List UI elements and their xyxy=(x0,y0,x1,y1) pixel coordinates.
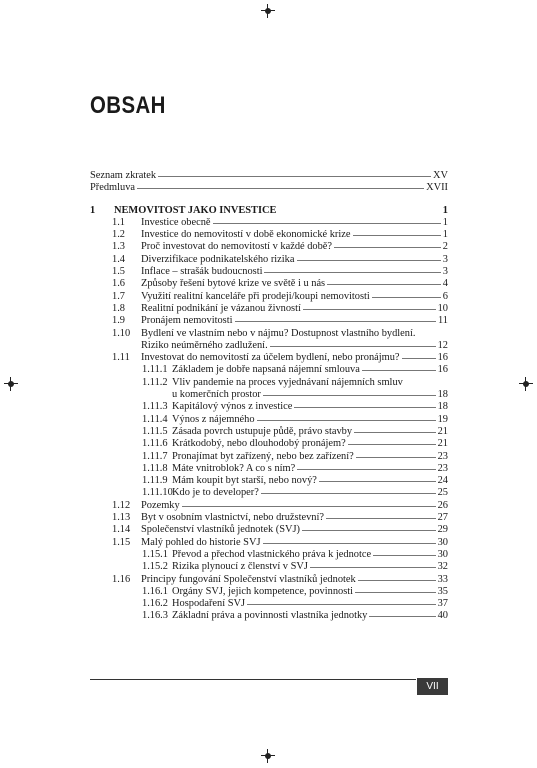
toc-entry-page: 19 xyxy=(437,413,448,425)
toc-entry-page: XV xyxy=(432,170,448,181)
dot-leader xyxy=(326,518,436,519)
toc-entry-title: Základní práva a povinnosti vlastníka jednotky xyxy=(172,610,368,622)
toc-entry-title: Krátkodobý, nebo dlouhodobý pronájem? xyxy=(172,438,346,450)
toc-entry-page: 1 xyxy=(442,229,448,241)
toc-entry-page: 4 xyxy=(442,278,448,290)
toc-entry-number: 1.11.8 xyxy=(142,462,168,474)
dot-leader xyxy=(327,284,441,285)
toc-entry-title-continuation: Riziko neúměrného zadlužení. xyxy=(141,339,268,351)
dot-leader xyxy=(257,420,436,421)
toc-row xyxy=(90,217,448,229)
toc-row xyxy=(90,401,448,413)
dot-leader xyxy=(263,395,436,396)
toc-entry-page: 26 xyxy=(437,499,448,511)
toc-entry-number: 1.3 xyxy=(112,241,125,253)
toc-entry-number: 1.10 xyxy=(112,327,131,339)
toc-entry-title: Využití realitní kanceláře při prodeji/koupi nemovitosti xyxy=(141,290,370,302)
toc-row xyxy=(90,426,448,438)
toc-row xyxy=(90,254,448,266)
dot-leader xyxy=(373,555,436,556)
toc-row xyxy=(90,303,448,315)
dot-leader xyxy=(334,247,441,248)
toc-entry-title: Rizika plynoucí z členství v SVJ xyxy=(172,561,308,573)
toc-row xyxy=(90,170,448,182)
toc-entry-title: Malý pohled do historie SVJ xyxy=(141,536,261,548)
dot-leader xyxy=(263,543,436,544)
dot-leader xyxy=(372,297,441,298)
toc-row xyxy=(90,352,448,364)
toc-entry-page: 16 xyxy=(437,352,448,364)
toc-row xyxy=(90,364,448,376)
toc-row xyxy=(90,475,448,487)
toc-entry-page: 1 xyxy=(442,216,448,228)
toc-entry-page: 12 xyxy=(437,339,448,351)
toc-row xyxy=(90,574,448,586)
toc-entry-title: Převod a přechod vlastnického práva k jednotce xyxy=(172,548,372,560)
dot-leader xyxy=(247,604,436,605)
toc-entry-title: Bydlení ve vlastním nebo v nájmu? Dostupnost vlastního bydlení. xyxy=(141,327,416,339)
toc-entry-title: Pozemky xyxy=(141,499,180,511)
dot-leader xyxy=(294,407,435,408)
toc-entry-title: Máte vnitroblok? A co s ním? xyxy=(172,462,296,474)
toc-entry-page: 25 xyxy=(437,487,448,499)
dot-leader xyxy=(297,260,441,261)
toc-row xyxy=(90,328,448,340)
toc-entries-list xyxy=(90,217,448,623)
toc-entry-title: Společenství vlastníků jednotek (SVJ) xyxy=(141,524,301,536)
dot-leader xyxy=(362,370,436,371)
toc-entry-title: Investice obecně xyxy=(141,216,211,228)
toc-entry-number: 1.11.10 xyxy=(142,487,173,499)
toc-entry-page: 33 xyxy=(437,573,448,585)
toc-entry-number: 1.13 xyxy=(112,512,131,524)
toc-entry-title: Investice do nemovitostí v době ekonomické krize xyxy=(141,229,351,241)
toc-row xyxy=(90,537,448,549)
toc-entry-number: 1.11.6 xyxy=(142,438,168,450)
toc-row xyxy=(90,315,448,327)
toc-entry-number: 1.6 xyxy=(112,278,125,290)
toc-entry-page: 27 xyxy=(437,512,448,524)
toc-entry-title-continuation: u komerčních prostor xyxy=(172,389,261,401)
dot-leader xyxy=(261,493,436,494)
toc-entry-page: 10 xyxy=(437,302,448,314)
toc-entry-title: Orgány SVJ, jejich kompetence, povinnosti xyxy=(172,585,354,597)
toc-entry-number: 1.11.3 xyxy=(142,401,168,413)
toc-entry-page: 18 xyxy=(437,401,448,413)
toc-entry-page: 3 xyxy=(442,266,448,278)
toc-row xyxy=(90,561,448,573)
dot-leader xyxy=(270,346,436,347)
toc-entry-title: Vliv pandemie na proces vyjednávaní nájemních smluv xyxy=(172,376,403,388)
toc-entry-number: 1.8 xyxy=(112,302,125,314)
toc-row-continuation xyxy=(90,389,448,401)
toc-entry-number: 1.2 xyxy=(112,229,125,241)
registration-mark-bottom-icon xyxy=(261,749,275,763)
toc-entry-title: Hospodaření SVJ xyxy=(172,598,246,610)
dot-leader xyxy=(356,457,436,458)
toc-entry-number: 1.16 xyxy=(112,573,131,585)
dot-leader xyxy=(264,272,440,273)
toc-entry-page: 23 xyxy=(437,462,448,474)
dot-leader xyxy=(310,567,436,568)
toc-entry-page: 16 xyxy=(437,364,448,376)
toc-entry-title: Základem je dobře napsaná nájemní smlouva xyxy=(172,364,360,376)
dot-leader xyxy=(303,309,436,310)
toc-entry-number: 1.15.1 xyxy=(142,548,168,560)
page-number-badge: VII xyxy=(417,678,448,695)
dot-leader xyxy=(137,188,424,189)
dot-leader xyxy=(354,432,436,433)
toc-entry-number: 1.15 xyxy=(112,536,131,548)
toc-entry-page: 24 xyxy=(437,475,448,487)
toc-entry-number: 1.9 xyxy=(112,315,125,327)
toc-entry-number: 1.11.2 xyxy=(142,376,168,388)
toc-row-continuation xyxy=(90,340,448,352)
toc-entry-title: Kapitálový výnos z investice xyxy=(172,401,293,413)
toc-entry-title: Zásada povrch ustupuje půdě, právo stavby xyxy=(172,425,353,437)
toc-entry-number: 1.14 xyxy=(112,524,131,536)
dot-leader xyxy=(319,481,436,482)
dot-leader xyxy=(358,580,436,581)
toc-entry-number: 1.7 xyxy=(112,290,125,302)
dot-leader xyxy=(369,616,435,617)
toc-entry-title: Byt v osobním vlastnictví, nebo družstevní? xyxy=(141,512,324,524)
toc-row xyxy=(90,487,448,499)
toc-entry-page: 11 xyxy=(437,315,448,327)
toc-row xyxy=(90,598,448,610)
toc-entry-number: 1.11.5 xyxy=(142,425,168,437)
dot-leader xyxy=(182,506,436,507)
toc-entry-page: 21 xyxy=(437,438,448,450)
toc-entry-page: 35 xyxy=(437,585,448,597)
toc-entry-title: Inflace – strašák budoucnosti xyxy=(141,266,263,278)
toc-entry-page: 23 xyxy=(437,450,448,462)
toc-entry-number: 1.16.2 xyxy=(142,598,168,610)
toc-entry-title: Realitní podnikání je vázanou živností xyxy=(141,302,301,314)
toc-entry-title: Pronajímat byt zařízený, nebo bez zařízení? xyxy=(172,450,354,462)
toc-entry-number: 1.11 xyxy=(112,352,130,364)
toc-entry-title: Mám koupit byt starší, nebo nový? xyxy=(172,475,317,487)
front-matter-list xyxy=(90,170,448,195)
toc-entry-page: 2 xyxy=(442,241,448,253)
toc-row xyxy=(90,182,448,194)
toc-entry-title: Principy fungování Společenství vlastníků jednotek xyxy=(141,573,356,585)
toc-row xyxy=(90,241,448,253)
dot-leader xyxy=(355,592,436,593)
toc-row xyxy=(90,549,448,561)
toc-entry-page: 18 xyxy=(437,389,448,401)
toc-entry-number: 1.5 xyxy=(112,266,125,278)
dot-leader xyxy=(353,235,441,236)
toc-entry-number: 1.11.4 xyxy=(142,413,168,425)
registration-mark-top-icon xyxy=(261,4,275,18)
toc-entry-page: XVII xyxy=(426,182,448,194)
toc-entry-number: 1.4 xyxy=(112,253,125,265)
toc-entry-title: Proč investovat do nemovitostí v každé době? xyxy=(141,241,333,253)
toc-entry-title: Seznam zkratek xyxy=(90,170,157,181)
chapter-row xyxy=(90,205,448,217)
toc-entry-number: 1.15.2 xyxy=(142,561,168,573)
toc-entry-title: Diverzifikace podnikatelského rizika xyxy=(141,253,295,265)
toc-entry-number: 1.16.3 xyxy=(142,610,168,622)
footer-rule xyxy=(90,679,416,680)
toc-row xyxy=(90,291,448,303)
dot-leader xyxy=(402,358,436,359)
toc-entry-page: 3 xyxy=(442,253,448,265)
toc-entry-number: 1.11.9 xyxy=(142,475,168,487)
registration-mark-right-icon xyxy=(519,377,533,391)
toc-entry-number: 1.1 xyxy=(112,216,125,228)
chapter-page: 1 xyxy=(442,204,448,216)
chapter-title: NEMOVITOST JAKO INVESTICE xyxy=(114,204,277,216)
toc-row xyxy=(90,463,448,475)
table-of-contents xyxy=(90,170,448,623)
toc-entry-title: Výnos z nájemného xyxy=(172,413,255,425)
toc-entry-page: 32 xyxy=(437,561,448,573)
toc-entry-page: 6 xyxy=(442,290,448,302)
toc-row xyxy=(90,278,448,290)
toc-entry-title: Investovat do nemovitostí za účelem bydlení, nebo pronájmu? xyxy=(141,352,400,364)
dot-leader xyxy=(158,176,431,177)
chapter-number: 1 xyxy=(90,204,96,216)
toc-row xyxy=(90,451,448,463)
toc-row xyxy=(90,377,448,389)
toc-entry-page: 37 xyxy=(437,598,448,610)
toc-entry-page: 40 xyxy=(437,610,448,622)
toc-row xyxy=(90,266,448,278)
dot-leader xyxy=(235,321,436,322)
dot-leader xyxy=(213,223,441,224)
toc-row xyxy=(90,229,448,241)
toc-entry-title: Způsoby řešení bytové krize ve světě i u nás xyxy=(141,278,326,290)
toc-entry-number: 1.11.7 xyxy=(142,450,168,462)
toc-row xyxy=(90,586,448,598)
dot-leader xyxy=(348,444,436,445)
toc-entry-title: Předmluva xyxy=(90,182,136,194)
toc-row xyxy=(90,438,448,450)
toc-row xyxy=(90,512,448,524)
toc-row xyxy=(90,414,448,426)
toc-entry-title: Pronájem nemovitosti xyxy=(141,315,233,327)
toc-row xyxy=(90,500,448,512)
toc-entry-title: Kdo je to developer? xyxy=(172,487,259,499)
toc-entry-number: 1.11.1 xyxy=(142,364,168,376)
toc-row xyxy=(90,610,448,622)
dot-leader xyxy=(297,469,435,470)
toc-entry-page: 29 xyxy=(437,524,448,536)
toc-row xyxy=(90,524,448,536)
toc-entry-page: 21 xyxy=(437,425,448,437)
toc-entry-page: 30 xyxy=(437,548,448,560)
registration-mark-left-icon xyxy=(4,377,18,391)
toc-entry-page: 30 xyxy=(437,536,448,548)
page-title: OBSAH xyxy=(90,92,166,119)
toc-entry-number: 1.16.1 xyxy=(142,585,168,597)
dot-leader xyxy=(302,530,436,531)
toc-entry-number: 1.12 xyxy=(112,499,131,511)
